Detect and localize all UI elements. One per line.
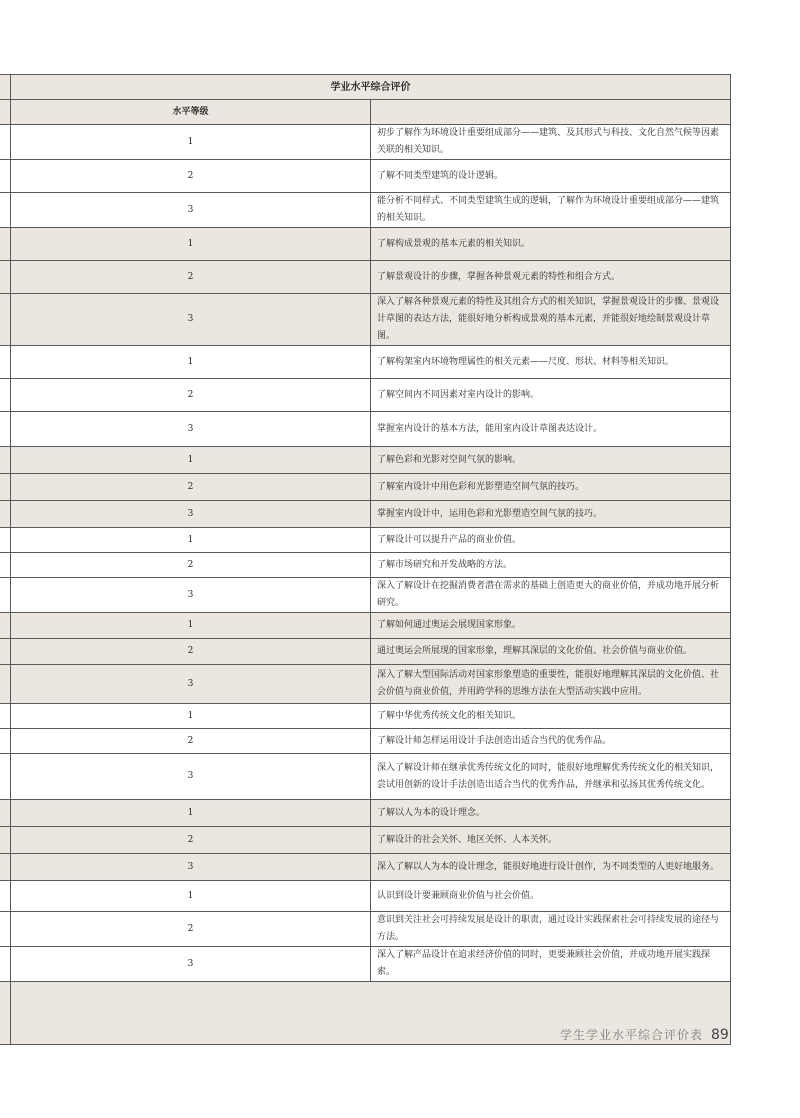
level-cell: 3 [11, 294, 371, 346]
stub-cell [0, 261, 11, 294]
level-cell: 3 [11, 854, 371, 881]
table-row [0, 800, 731, 827]
level-cell: 1 [11, 704, 371, 729]
level-cell: 2 [11, 553, 371, 578]
evaluation-table [0, 74, 731, 1045]
description-cell: 了解以人为本的设计理念。 [371, 800, 731, 827]
level-cell: 3 [11, 754, 371, 800]
table-row [0, 501, 731, 528]
stub-cell [0, 100, 11, 125]
stub-cell [0, 228, 11, 261]
description-cell: 了解中华优秀传统文化的相关知识。 [371, 704, 731, 729]
table-row [0, 412, 731, 447]
table-row [0, 578, 731, 613]
level-cell: 1 [11, 528, 371, 553]
description-cell: 深入了解设计在挖掘消费者潜在需求的基础上创造更大的商业价值，并成功地开展分析研究。 [371, 578, 731, 613]
table-row [0, 639, 731, 665]
level-column-header: 水平等级 [11, 100, 371, 125]
table-title: 学业水平综合评价 [11, 75, 731, 100]
level-cell: 1 [11, 228, 371, 261]
stub-cell [0, 639, 11, 665]
table-row [0, 193, 731, 228]
stub-cell [0, 947, 11, 982]
stub-cell [0, 881, 11, 912]
stub-cell [0, 827, 11, 854]
stub-cell [0, 912, 11, 947]
table-row [0, 613, 731, 639]
description-cell: 深入了解大型国际活动对国家形象塑造的重要性，能很好地理解其深层的文化价值、社会价值与商业价值，并用跨学科的思维方法在大型活动实践中应用。 [371, 665, 731, 704]
table-row [0, 228, 731, 261]
description-cell: 深入了解各种景观元素的特性及其组合方式的相关知识，掌握景观设计的步骤、景观设计草图的表达方法，能很好地分析构成景观的基本元素，并能很好地绘制景观设计草图。 [371, 294, 731, 346]
description-cell: 初步了解作为环境设计重要组成部分——建筑、及其形式与科技、文化自然气候等因素关联的相关知识。 [371, 125, 731, 160]
description-cell: 了解如何通过奥运会展现国家形象。 [371, 613, 731, 639]
stub-cell [0, 982, 11, 1045]
stub-cell [0, 613, 11, 639]
level-cell: 2 [11, 474, 371, 501]
description-cell: 深入了解以人为本的设计理念，能很好地进行设计创作，为不同类型的人更好地服务。 [371, 854, 731, 881]
level-cell: 1 [11, 447, 371, 474]
description-cell: 掌握室内设计的基本方法，能用室内设计草图表达设计。 [371, 412, 731, 447]
description-cell: 了解不同类型建筑的设计逻辑。 [371, 160, 731, 193]
table-title-row [0, 75, 731, 100]
level-cell: 3 [11, 665, 371, 704]
level-cell: 1 [11, 800, 371, 827]
level-cell: 2 [11, 912, 371, 947]
stub-cell [0, 665, 11, 704]
description-cell: 深入了解产品设计在追求经济价值的同时，更要兼顾社会价值，并成功地开展实践探索。 [371, 947, 731, 982]
description-cell: 意识到关注社会可持续发展是设计的职责，通过设计实践探索社会可持续发展的途径与方法。 [371, 912, 731, 947]
level-cell: 2 [11, 160, 371, 193]
description-cell: 能分析不同样式、不同类型建筑生成的逻辑，了解作为环境设计重要组成部分——建筑的相关知识。 [371, 193, 731, 228]
level-cell: 2 [11, 379, 371, 412]
table-row [0, 447, 731, 474]
table-row [0, 261, 731, 294]
stub-cell [0, 528, 11, 553]
table-row [0, 665, 731, 704]
level-cell: 3 [11, 947, 371, 982]
stub-cell [0, 474, 11, 501]
stub-cell [0, 346, 11, 379]
stub-cell [0, 854, 11, 881]
level-cell: 1 [11, 881, 371, 912]
table-row [0, 553, 731, 578]
table-row [0, 947, 731, 982]
stub-cell [0, 75, 11, 100]
description-cell: 了解构架室内环境物理属性的相关元素——尺度、形状、材料等相关知识。 [371, 346, 731, 379]
table-row [0, 294, 731, 346]
stub-cell [0, 160, 11, 193]
page-footer [560, 1026, 729, 1043]
table-row [0, 704, 731, 729]
description-cell: 了解市场研究和开发战略的方法。 [371, 553, 731, 578]
table-row [0, 160, 731, 193]
page-number: 89 [711, 1027, 729, 1043]
table-row [0, 827, 731, 854]
stub-cell [0, 578, 11, 613]
table-subheader-row [0, 100, 731, 125]
level-cell: 3 [11, 578, 371, 613]
table-row [0, 528, 731, 553]
stub-cell [0, 125, 11, 160]
table-row [0, 125, 731, 160]
level-cell: 3 [11, 501, 371, 528]
level-cell: 2 [11, 639, 371, 665]
description-cell: 了解室内设计中用色彩和光影塑造空间气氛的技巧。 [371, 474, 731, 501]
description-cell: 了解构成景观的基本元素的相关知识。 [371, 228, 731, 261]
table-row [0, 346, 731, 379]
description-column-header [371, 100, 731, 125]
footer-caption: 学生学业水平综合评价表 [560, 1028, 704, 1042]
evaluation-table-container [0, 74, 731, 1045]
stub-cell [0, 754, 11, 800]
description-cell: 了解空间内不同因素对室内设计的影响。 [371, 379, 731, 412]
stub-cell [0, 704, 11, 729]
level-cell: 3 [11, 193, 371, 228]
level-cell: 2 [11, 827, 371, 854]
stub-cell [0, 501, 11, 528]
description-cell: 深入了解设计师在继承优秀传统文化的同时，能很好地理解优秀传统文化的相关知识，尝试用创新的设计手法创造出适合当代的优秀作品，并继承和弘扬其优秀传统文化。 [371, 754, 731, 800]
level-cell: 3 [11, 412, 371, 447]
table-row [0, 881, 731, 912]
description-cell: 认识到设计要兼顾商业价值与社会价值。 [371, 881, 731, 912]
table-row [0, 379, 731, 412]
description-cell: 了解设计的社会关怀、地区关怀、人本关怀。 [371, 827, 731, 854]
stub-cell [0, 800, 11, 827]
description-cell: 掌握室内设计中，运用色彩和光影塑造空间气氛的技巧。 [371, 501, 731, 528]
description-cell: 通过奥运会所展现的国家形象，理解其深层的文化价值、社会价值与商业价值。 [371, 639, 731, 665]
stub-cell [0, 447, 11, 474]
table-row [0, 474, 731, 501]
level-cell: 2 [11, 729, 371, 754]
description-cell: 了解设计可以提升产品的商业价值。 [371, 528, 731, 553]
level-cell: 1 [11, 125, 371, 160]
stub-cell [0, 379, 11, 412]
table-row [0, 912, 731, 947]
level-cell: 1 [11, 346, 371, 379]
level-cell: 2 [11, 261, 371, 294]
description-cell: 了解设计师怎样运用设计手法创造出适合当代的优秀作品。 [371, 729, 731, 754]
stub-cell [0, 553, 11, 578]
description-cell: 了解色彩和光影对空间气氛的影响。 [371, 447, 731, 474]
stub-cell [0, 193, 11, 228]
stub-cell [0, 729, 11, 754]
description-cell: 了解景观设计的步骤，掌握各种景观元素的特性和组合方式。 [371, 261, 731, 294]
table-row [0, 754, 731, 800]
level-cell: 1 [11, 613, 371, 639]
table-row [0, 854, 731, 881]
stub-cell [0, 412, 11, 447]
stub-cell [0, 294, 11, 346]
table-row [0, 729, 731, 754]
